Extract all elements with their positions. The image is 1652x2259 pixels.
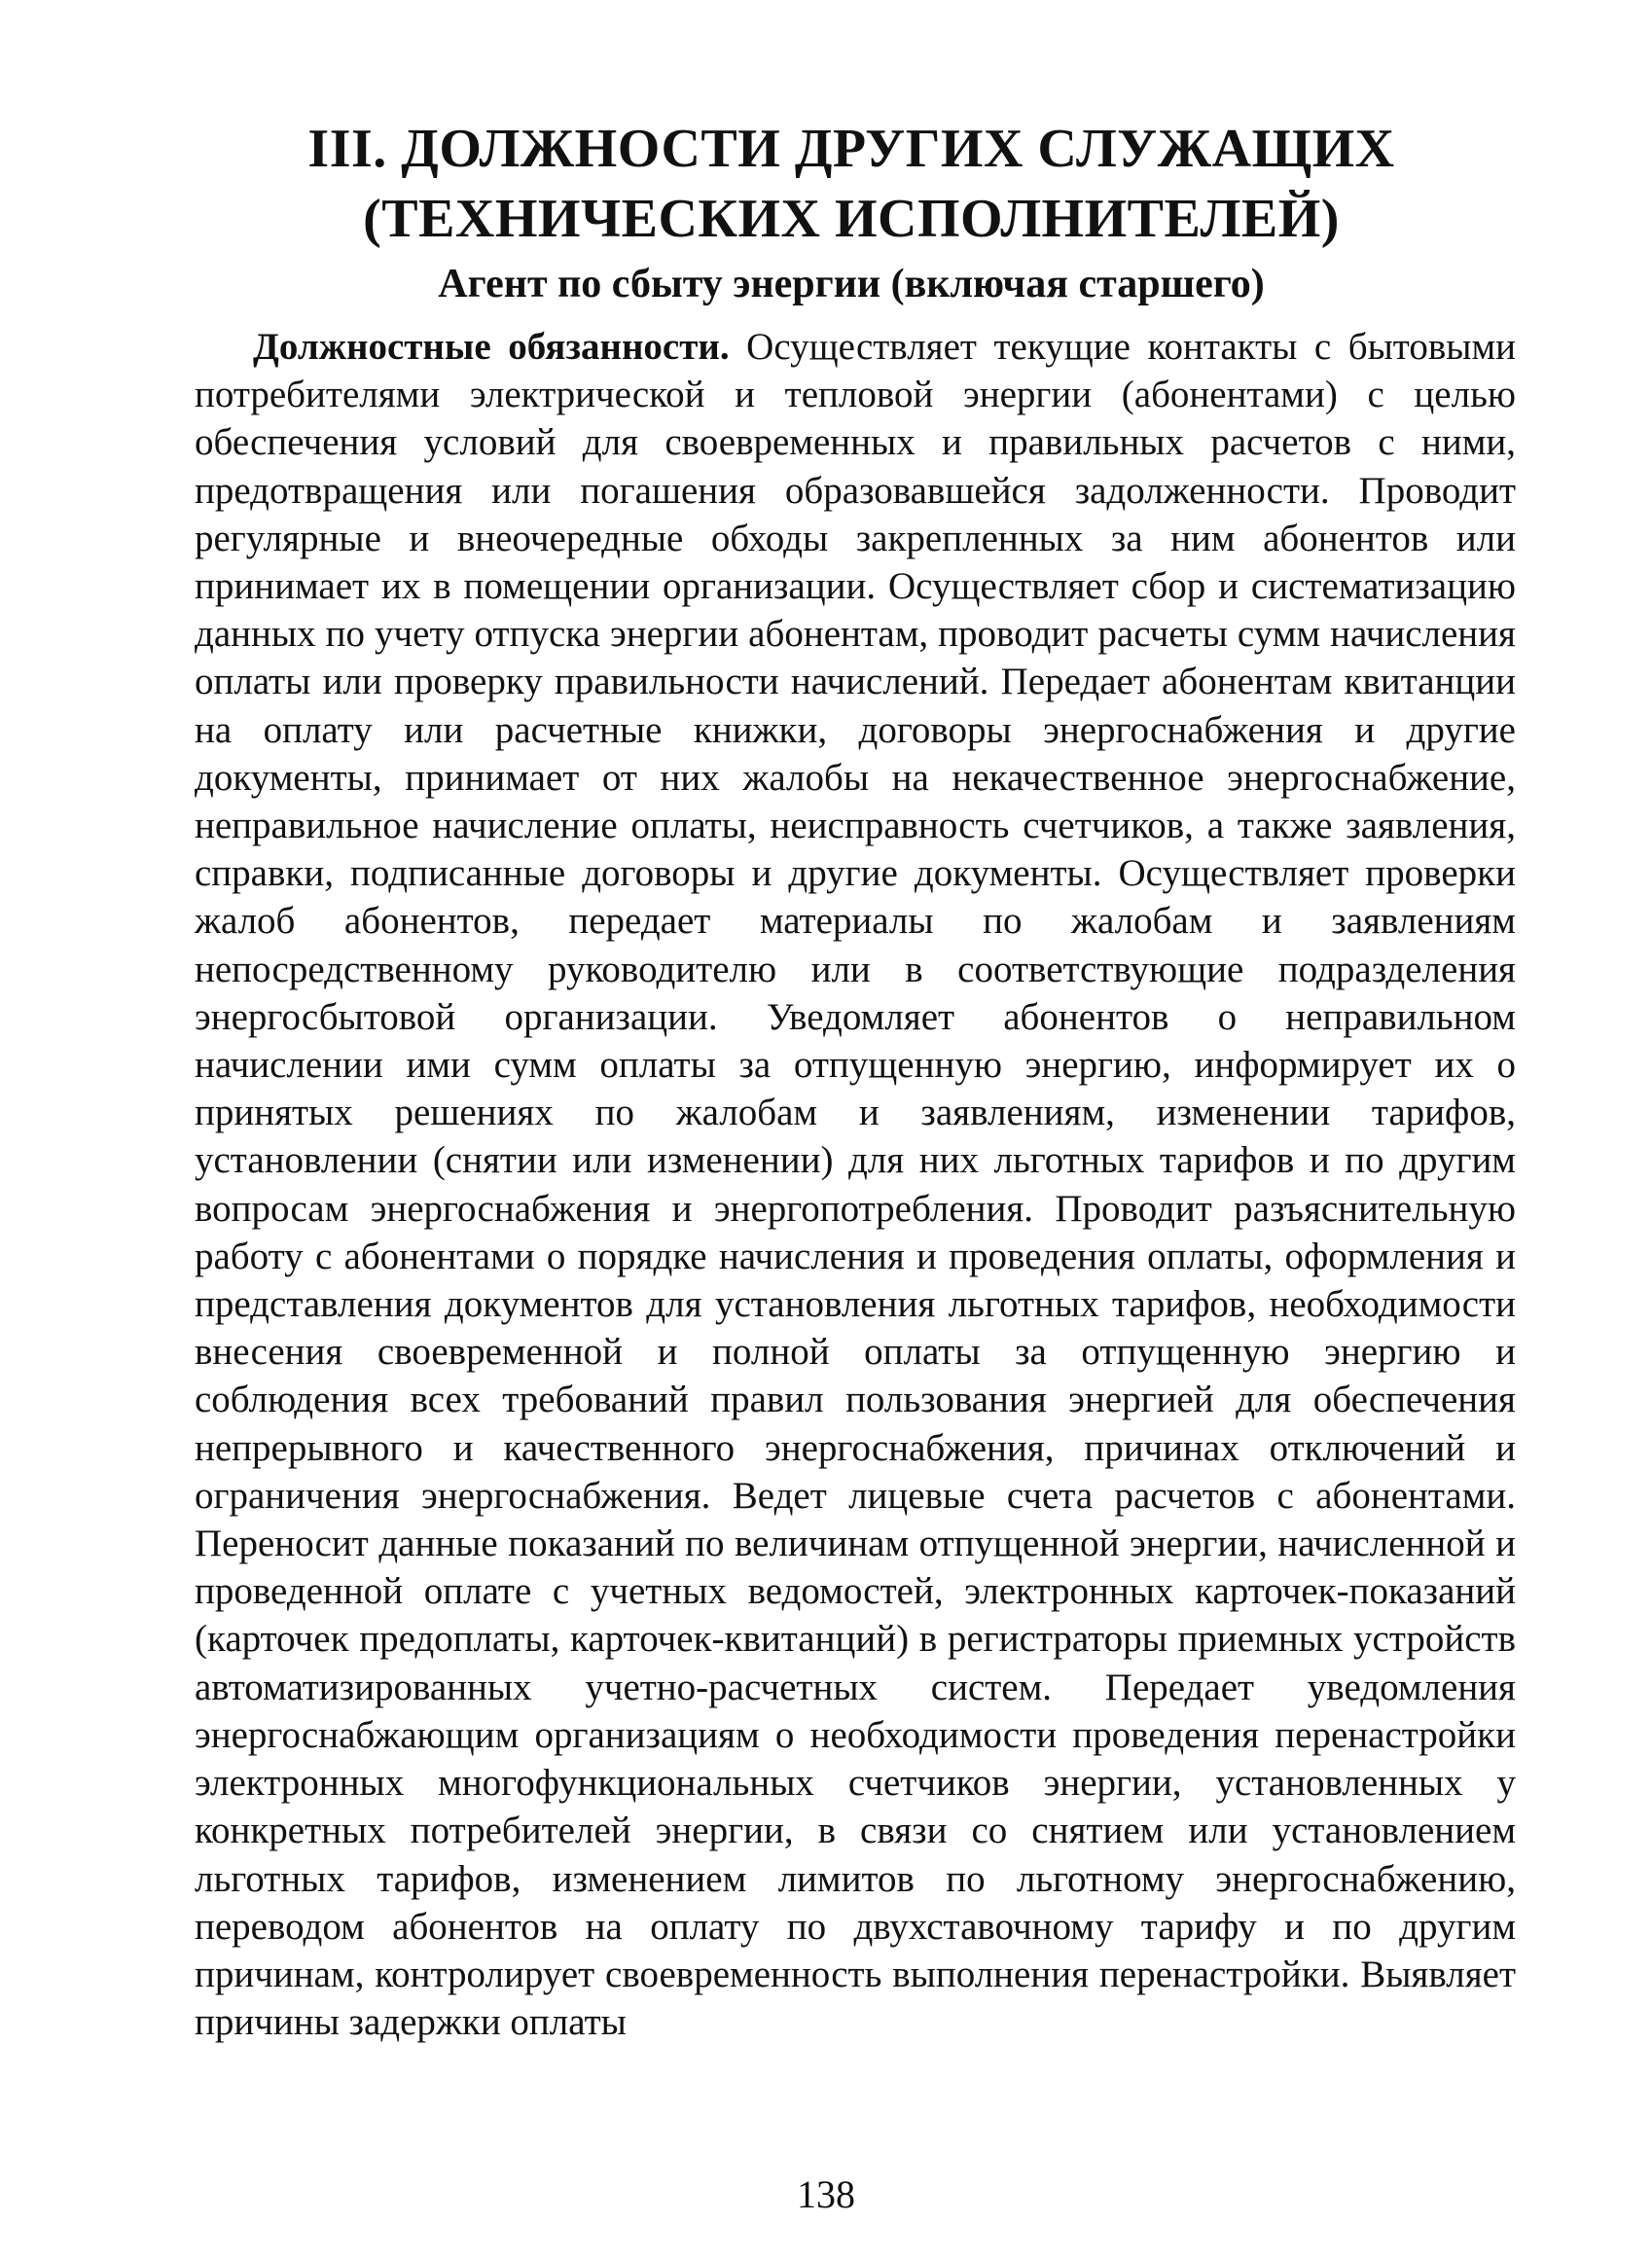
- section-title-line-2: (ТЕХНИЧЕСКИХ ИСПОЛНИТЕЛЕЙ): [363, 189, 1340, 249]
- page-number: 138: [797, 2172, 855, 2216]
- duties-text: Осуществляет текущие контакты с бытовыми потребителями электрической и тепловой энергии (абонентами) с целью обеспечения условий для своевременных и правильных расчетов с ними, предотвращения или погашения образовавшейся задолженности. Проводит регулярные и внеочередные обходы закрепленных за ним абонентов или принимает их в помещении организации. Осуществляет сбор и систематизацию данных по учету отпуска энергии абонентам, проводит расчеты сумм начисления оплаты или проверку правильности начислений. Передает абонентам квитанции на оплату или расчетные книжки, договоры энергоснабжения и другие документы, принимает от них жалобы на некачественное энергоснабжение, неправильное начисление оплаты, неисправность счетчиков, а также заявления, справки, подписанные договоры и другие документы. Осуществляет проверки жалоб абонентов, передает материалы по жалобам и заявлениям непосредственному руководителю или в соответствующие подразделения энергосбытовой организации. Уведомляет абонентов о неправильном начислении ими сумм оплаты за отпущенную энергию, информирует их о принятых решениях по жалобам и заявлениям, изменении тарифов, установлении (снятии или изменении) для них льготных тарифов и по другим вопросам энергоснабжения и энергопотребления. Проводит разъяснительную работу с абонентами о порядке начисления и проведения оплаты, оформления и представления документов для установления льготных тарифов, необходимости внесения своевременной и полной оплаты за отпущенную энергию и соблюдения всех требований правил пользования энергией для обеспечения непрерывного и качественного энергоснабжения, причинах отключений и ограничения энергоснабжения. Ведет лицевые счета расчетов с абонентами. Переносит данные показаний по величинам отпущенной энергии, начисленной и проведенной оплате с учетных ведомостей, электронных карточек-показаний (карточек предоплаты, карточек-квитанций) в регистраторы приемных устройств автоматизированных учетно-расчетных систем. Передает уведомления энергоснабжающим организациям о необходимости проведения перенастройки электронных многофункциональных счетчиков энергии, установленных у конкретных потребителей энергии, в связи со снятием или установлением льготных тарифов, изменением лимитов по льготному энергоснабжению, переводом абонентов на оплату по двухставочному тарифу и по другим причинам, контролирует своевременность выполнения перенастройки. Выявляет причины задержки оплаты: [195, 326, 1516, 2044]
- duties-lead: Должностные обязанности.: [253, 326, 730, 368]
- duties-paragraph: [195, 323, 1516, 2046]
- position-subtitle: Агент по сбыту энергии (включая старшего): [438, 262, 1265, 306]
- section-title-line-1: III. ДОЛЖНОСТИ ДРУГИХ СЛУЖАЩИХ: [307, 119, 1395, 179]
